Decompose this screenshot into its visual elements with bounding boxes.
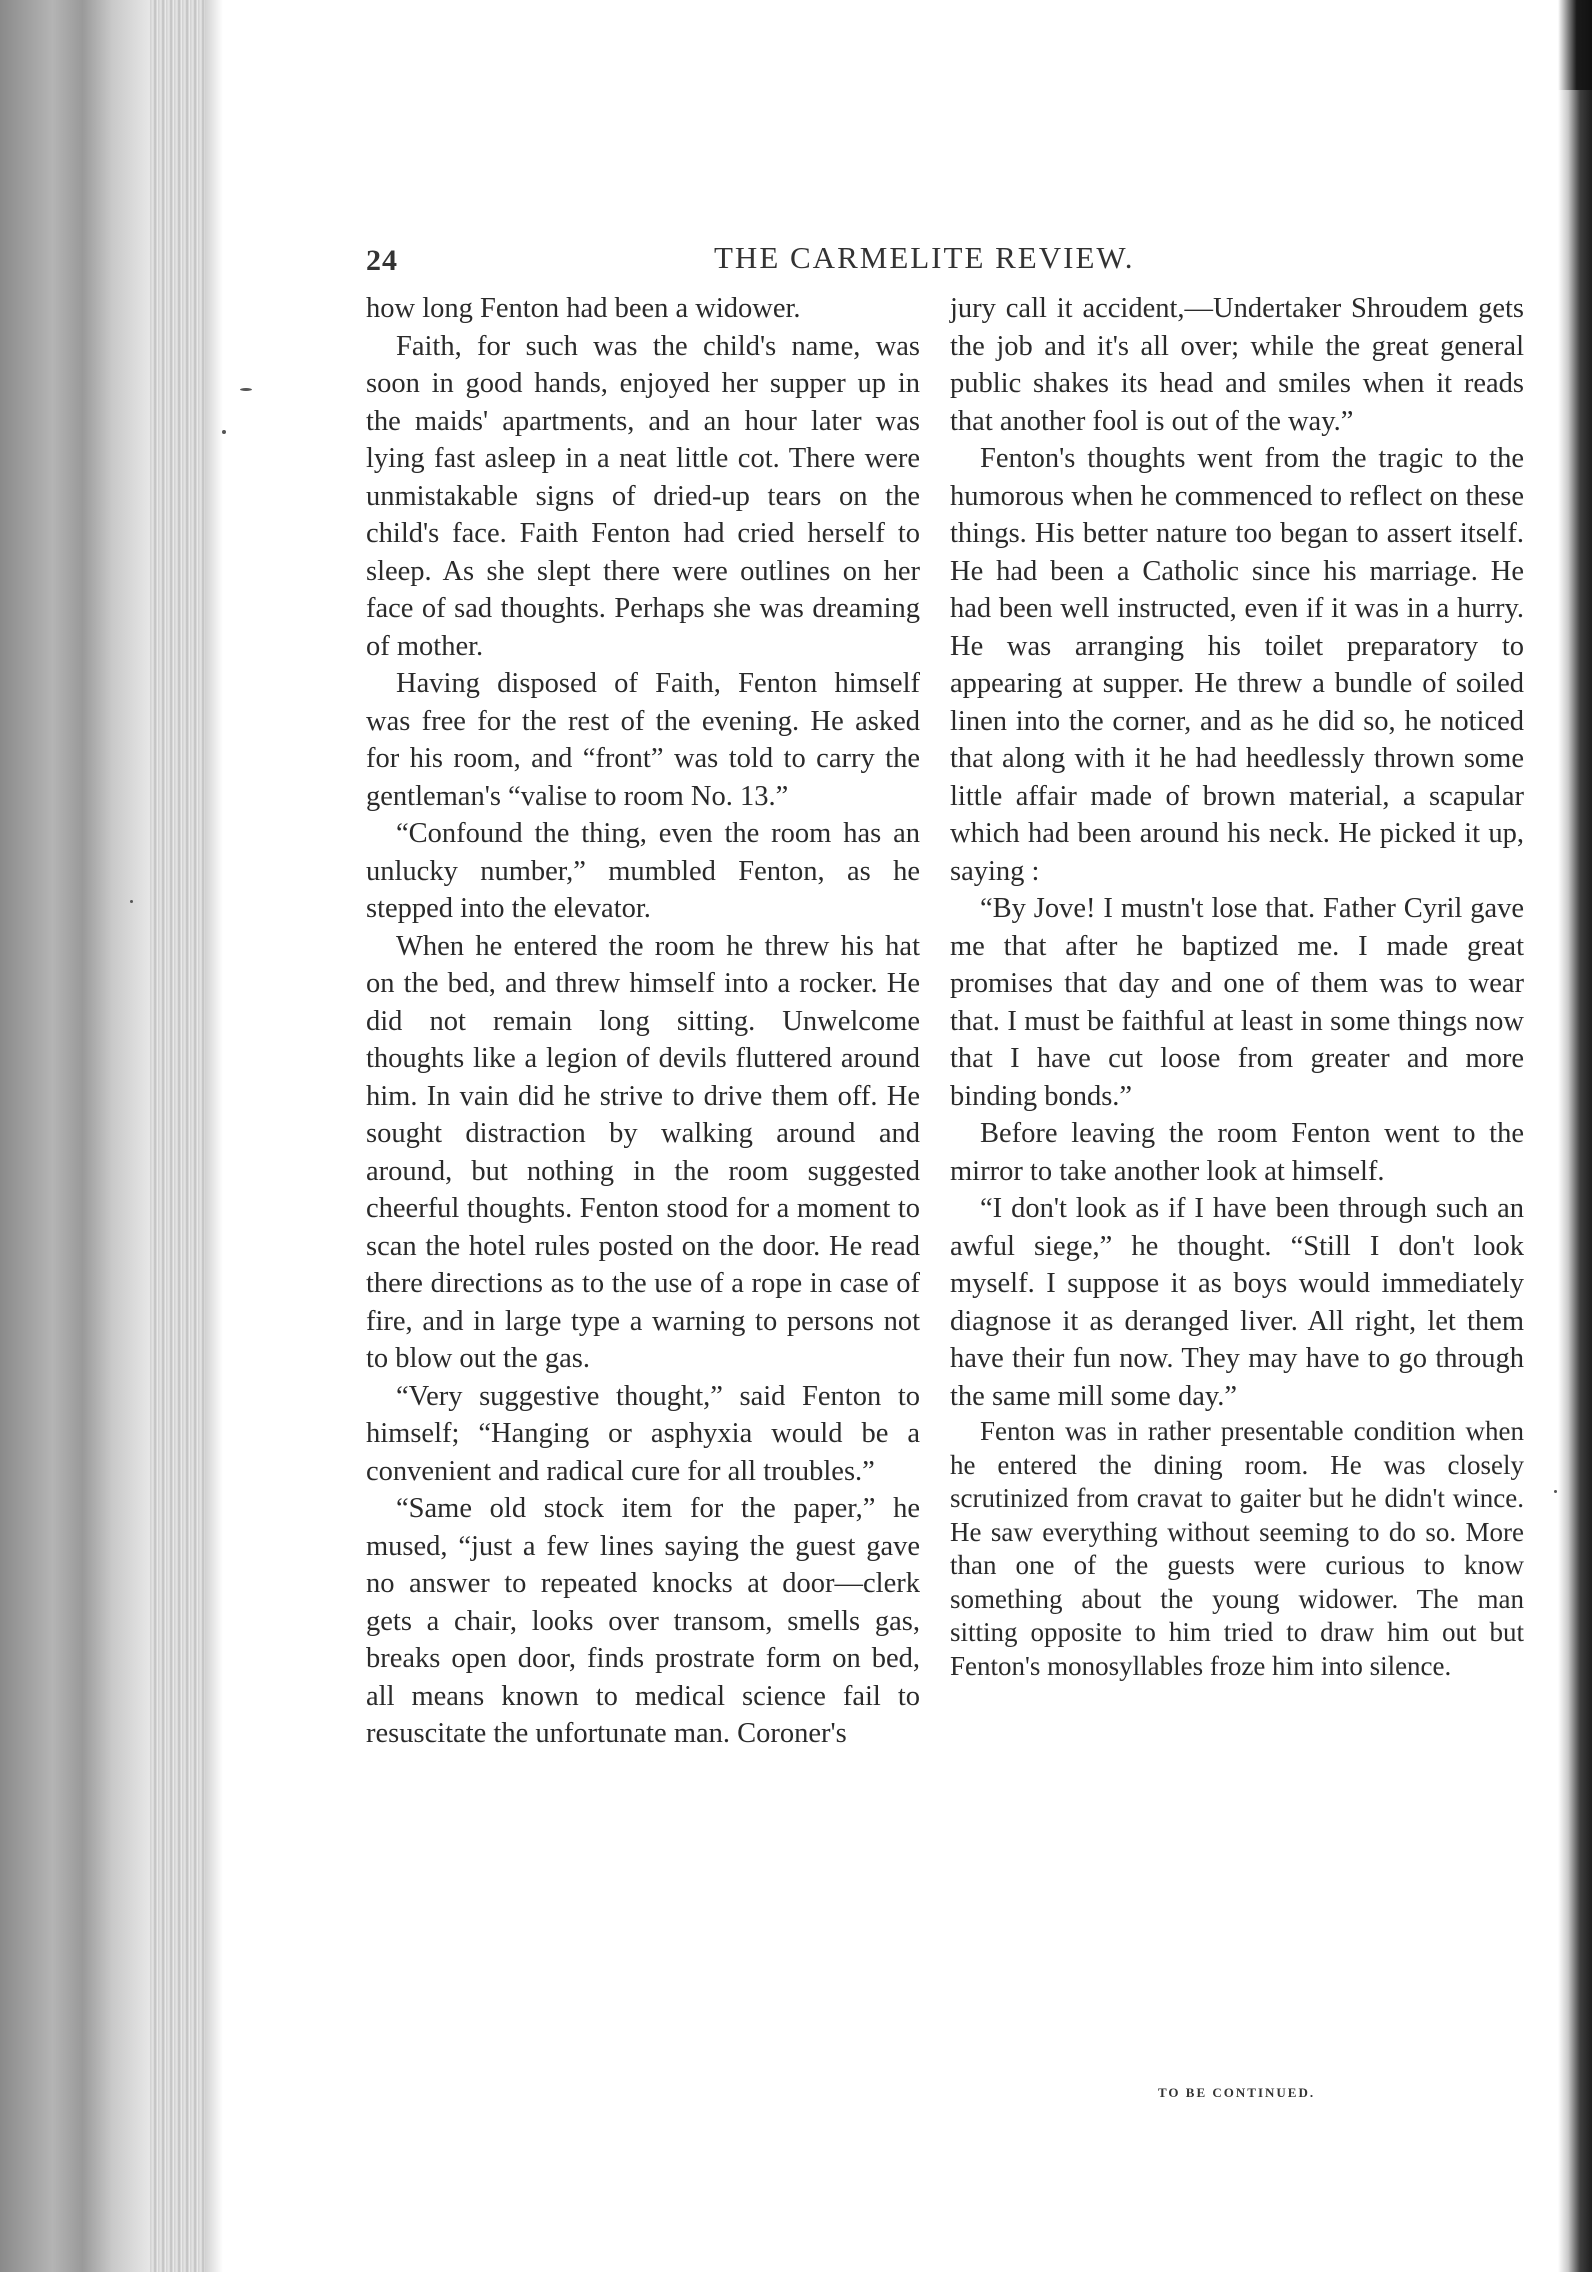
adjacent-page-edge	[0, 0, 150, 2272]
book-gutter	[150, 0, 210, 2272]
paragraph: Fenton's thoughts went from the tragic to the humorous when he commenced to reflect on these things. His better nature too began to assert itself. He had been a Catholic since his marriage. He had been well instructed, even if it was in a hurry. He was arranging his toilet preparatory to appearing at supper. He threw a bundle of soiled linen into the corner, and as he did so, he noticed that along with it he had heedlessly thrown some little affair made of brown material, a scapular which had been around his neck. He picked it up, saying :	[950, 443, 1524, 887]
scan-speck	[1554, 1490, 1557, 1493]
scan-speck	[130, 900, 133, 903]
paragraph: how long Fenton had been a widower.	[366, 293, 801, 324]
running-head: THE CARMELITE REVIEW.	[714, 240, 1135, 275]
right-column	[950, 290, 1524, 1683]
scan-corner-shadow	[1558, 0, 1592, 90]
scan-right-edge	[1558, 0, 1592, 2272]
paragraph: Fenton was in rather presentable condition when he entered the dining room. He was closely scrutinized from cravat to gaiter but he didn't wince. He saw everything without seeming to do so. More than one of the guests were curious to know something about the young widower. The man sitting opposite to him tried to draw him out but Fenton's monosyllables froze him into silence.	[950, 1416, 1524, 1681]
paragraph: Faith, for such was the child's name, was soon in good hands, enjoyed her supper up in the maids' apartments, and an hour later was lying fast asleep in a neat little cot. There were unmistakable signs of dried-up tears on the child's face. Faith Fenton had cried herself to sleep. As she slept there were outlines on her face of sad thoughts. Perhaps she was dreaming of mother.	[366, 330, 920, 662]
scan-speck	[240, 388, 252, 391]
paragraph: “By Jove! I mustn't lose that. Father Cyril gave me that after he baptized me. I made great promises that day and one of them was to wear that. I must be faithful at least in some things now that I have cut loose from greater and more binding bonds.”	[950, 893, 1524, 1112]
paragraph: jury call it accident,—Undertaker Shroudem gets the job and it's all over; while the great general public shakes its head and smiles when it reads that another fool is out of the way.”	[950, 293, 1524, 437]
to-be-continued: TO BE CONTINUED.	[1158, 2085, 1316, 2100]
paragraph: Having disposed of Faith, Fenton himself was free for the rest of the evening. He asked for his room, and “front” was told to carry the gentleman's “valise to room No. 13.”	[366, 668, 920, 812]
paragraph: When he entered the room he threw his hat on the bed, and threw himself into a rocker. He did not remain long sitting. Unwelcome thoughts like a legion of devils fluttered around him. In vain did he strive to drive them off. He sought distraction by walking around and around, but nothing in the room suggested cheerful thoughts. Fenton stood for a moment to scan the hotel rules posted on the door. He read there directions as to the use of a rope in case of fire, and in large type a warning to persons not to blow out the gas.	[366, 930, 920, 1374]
page-header	[366, 240, 1516, 280]
scan-speck	[222, 430, 226, 434]
paragraph: Before leaving the room Fenton went to the mirror to take another look at himself.	[950, 1118, 1524, 1187]
page-number: 24	[366, 244, 398, 277]
paragraph: “Same old stock item for the paper,” he mused, “just a few lines saying the guest gave no answer to repeated knocks at door—clerk gets a chair, looks over transom, smells gas, breaks open door, finds prostrate form on bed, all means known to medical science fail to resuscitate the unfortunate man. Coroner's	[366, 1493, 920, 1749]
paragraph: “Very suggestive thought,” said Fenton to himself; “Hanging or asphyxia would be a convenient and radical cure for all troubles.”	[366, 1380, 920, 1487]
paragraph: “Confound the thing, even the room has an unlucky number,” mumbled Fenton, as he stepped into the elevator.	[366, 818, 920, 924]
left-column	[366, 290, 920, 1753]
paragraph: “I don't look as if I have been through such an awful siege,” he thought. “Still I don't look myself. I suppose it as boys would immediately diagnose it as deranged liver. All right, let them have their fun now. They may have to go through the same mill some day.”	[950, 1193, 1524, 1412]
gutter-shadow	[205, 0, 223, 2272]
